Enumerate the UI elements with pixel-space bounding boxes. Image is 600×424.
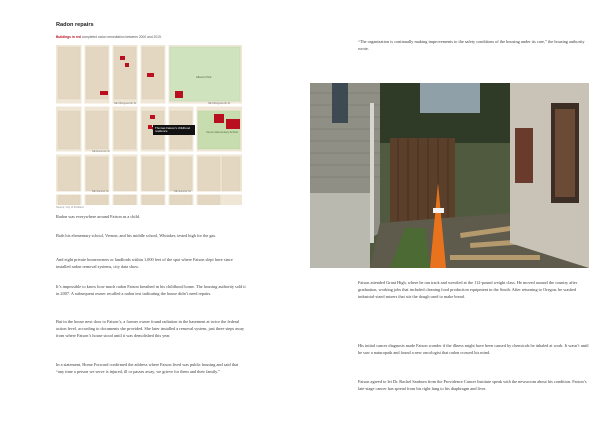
subtitle-rest: completed radon remediation between 2000 and 2019. — [80, 35, 162, 39]
radon-building — [120, 56, 125, 60]
park-label: Alberta Park — [196, 75, 212, 79]
street-label: NE Emerson St — [92, 150, 110, 153]
body-paragraph: It’s impossible to know how much radon Faison breathed in his childhood home. The housing authority sold it in 2007. A subsequent owner recalled a radon test indicating the house didn’t need repairs. — [56, 284, 246, 297]
body-paragraph: His initial cancer diagnosis made Faison wonder if the illness might have been caused by chemicals he inhaled at work. It wasn’t until he saw a naturopath and found a new oncologist that radon crossed his mind. — [358, 343, 589, 356]
body-paragraph: Faison agreed to let Dr. Rachel Sanborn from the Providence Cancer Institute speak with the newsroom about his condition. Faison’s late-stage cancer has spread from his right lung to his diaphragm and liver. — [358, 379, 587, 392]
body-paragraph: Both his elementary school, Vernon, and his middle school, Whitaker, tested high for the gas. — [56, 233, 217, 238]
body-paragraph: But in the house next door to Faison’s, a former owner found radiation in the basement at twice the federal action level, according to documents she provided. She later installed a removal system, just three steps away from where Faison’s house stood until it was demolished this year. — [56, 319, 245, 339]
body-paragraph: Faison attended Grant High, where he ran track and wrestled at the 112-pound weight class. He moved around the country after graduation, working jobs that included cleaning food production equipment in the South. After returning to Oregon, he washed industrial-sized mixers that stir the dough used to make bread. — [358, 280, 578, 300]
radon-building — [214, 114, 224, 123]
body-paragraph: Radon was everywhere around Faison as a child. — [56, 214, 141, 219]
street-label: NE Killingsworth St — [114, 102, 137, 105]
body-paragraph: In a statement, Home Forward confirmed the address where Faison lived was public housing and said that “any time a person we serve is injured, ill or passes away, we grieve for them and their family.” — [56, 362, 239, 375]
subtitle-highlight: Buildings in red — [56, 35, 81, 39]
radon-building — [175, 91, 183, 98]
graphic-title: Radon repairs — [56, 22, 94, 28]
radon-building — [147, 73, 154, 77]
street-label: NE Killingsworth St — [208, 102, 231, 105]
residence-callout: Thomas Faison's childhood residence — [153, 125, 195, 135]
radon-map — [56, 45, 242, 205]
school-label: Vernon Elementary School — [206, 131, 238, 134]
graphic-subtitle — [56, 35, 162, 39]
radon-building — [226, 119, 240, 129]
radon-building — [150, 115, 155, 119]
radon-building — [100, 91, 108, 95]
radon-building — [125, 63, 129, 67]
street-label: NE Sumner St — [174, 190, 191, 193]
quote-paragraph: “The organization is continually making improvements to the safety conditions of the housing under its care,” the housing authority wrote. — [358, 39, 585, 52]
body-paragraph: And eight private homeowners or landlords within 1,000 feet of the spot where Faison slept have since installed radon removal systems, city data show. — [56, 257, 233, 270]
street-label: NE Sumner St — [92, 190, 109, 193]
alley-photo — [310, 83, 589, 268]
radon-building — [148, 125, 152, 129]
map-credit: Source: City of Portland — [56, 206, 84, 209]
